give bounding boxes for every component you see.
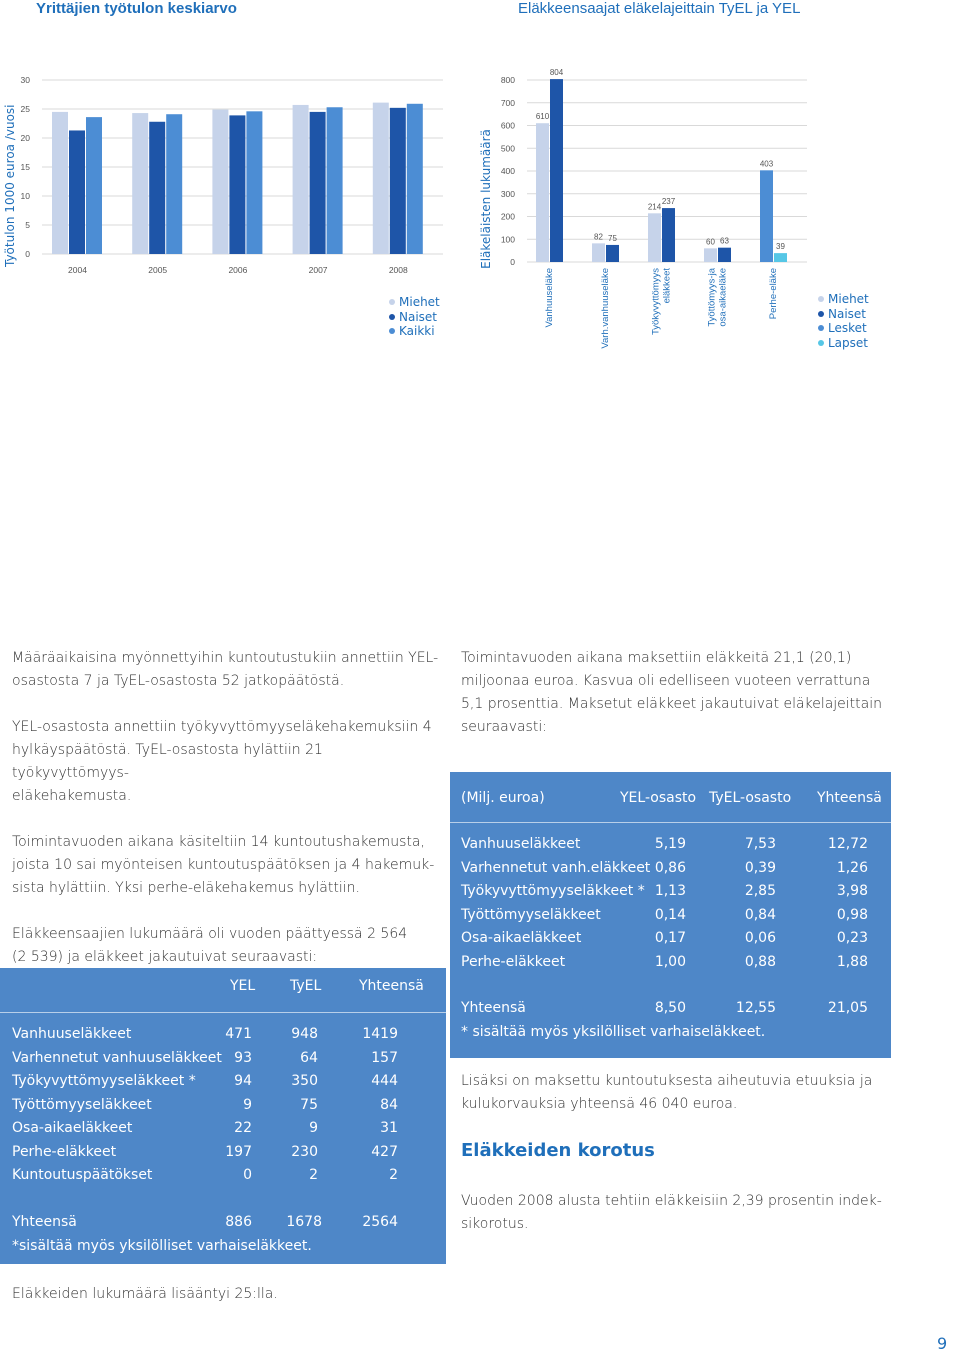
bar-naiset — [229, 115, 245, 254]
x-tick-label-line: Vanhuuseläke — [544, 268, 555, 328]
legend-swatch — [389, 328, 395, 334]
table-header: Yhteensä — [817, 790, 882, 806]
total-sum: 21,05 — [827, 1000, 868, 1016]
y-tick-label: 400 — [500, 166, 515, 176]
row-tyel: 0,39 — [744, 859, 776, 876]
x-tick-label-line: Työkyvyttömyys — [650, 268, 662, 336]
right-chart-ylabel: Eläkeläisten lukumäärä — [479, 129, 493, 269]
row-tyel: 230 — [291, 1143, 318, 1160]
x-tick-label-line: Perhe-eläke — [768, 268, 779, 320]
table-note: *sisältää myös yksilölliset varhaiseläkkeet. — [12, 1238, 312, 1254]
income-bar-chart — [18, 68, 448, 288]
row-label: Työttömyyseläkkeet — [461, 906, 601, 923]
row-sum: 3,98 — [836, 883, 868, 899]
data-label: 39 — [776, 242, 785, 252]
bar-miehet — [704, 248, 717, 262]
x-tick-label — [651, 268, 673, 335]
bar-lesket — [760, 170, 773, 262]
row-sum: 157 — [371, 1049, 398, 1066]
legend-item-miehet: Miehet — [818, 292, 869, 307]
row-tyel: 7,53 — [744, 836, 776, 852]
row-label: Osa-aikaeläkkeet — [12, 1120, 133, 1136]
bar-lapset — [774, 253, 787, 262]
legend-item-miehet: Miehet — [389, 295, 440, 310]
legend-item-lesket: Lesket — [818, 321, 869, 336]
row-yel: 1,00 — [654, 953, 686, 970]
row-sum: 31 — [380, 1120, 398, 1136]
y-tick-label: 30 — [20, 75, 30, 85]
data-label: 214 — [647, 202, 662, 212]
row-sum: 1,88 — [836, 953, 868, 970]
total-tyel: 12,55 — [735, 1000, 776, 1016]
y-tick-label: 500 — [500, 143, 515, 154]
row-tyel: 0,06 — [744, 930, 776, 946]
total-sum: 2564 — [362, 1214, 398, 1230]
y-tick-label: 700 — [500, 97, 515, 108]
table-header: YEL-osasto — [620, 790, 697, 806]
y-tick-label: 300 — [500, 188, 515, 199]
row-sum: 427 — [371, 1143, 398, 1160]
bar-naiset — [390, 108, 406, 254]
total-label: Yhteensä — [461, 1000, 526, 1016]
row-yel: 471 — [225, 1026, 252, 1042]
data-label: 82 — [594, 232, 603, 242]
row-tyel: 2,85 — [744, 883, 776, 899]
bar-naiset — [718, 248, 731, 262]
row-tyel: 75 — [300, 1096, 318, 1113]
legend-item-naiset: Naiset — [389, 310, 440, 325]
row-yel: 9 — [243, 1096, 252, 1113]
footer-text: Eläkkeiden lukumäärä lisääntyi 25:lla. — [12, 1286, 278, 1302]
total-yel: 886 — [225, 1214, 252, 1230]
row-yel: 197 — [225, 1143, 252, 1160]
left-chart-title: Yrittäjien työtulon keskiarvo — [36, 0, 237, 17]
bar-miehet — [293, 105, 309, 254]
row-yel: 0,14 — [654, 906, 686, 923]
x-tick-label: 2004 — [68, 265, 87, 275]
data-label: 237 — [661, 197, 676, 207]
y-tick-label: 100 — [500, 234, 515, 245]
table-header: TyEL — [290, 978, 322, 994]
bar-naiset — [69, 130, 85, 254]
x-tick-label-line: Varh.vanhuuseläke — [600, 268, 611, 349]
row-tyel: 948 — [291, 1026, 318, 1042]
y-tick-label: 25 — [20, 104, 30, 114]
row-yel: 1,13 — [654, 883, 686, 899]
pensioners-bar-chart — [495, 68, 815, 358]
bar-kaikki — [86, 117, 102, 254]
y-tick-label: 20 — [20, 133, 30, 143]
data-label: 60 — [706, 237, 715, 247]
row-yel: 94 — [234, 1073, 252, 1089]
x-tick-label — [768, 268, 779, 319]
section-heading: Eläkkeiden korotus — [461, 1140, 655, 1161]
row-sum: 2 — [389, 1167, 398, 1183]
row-label: Työkyvyttömyyseläkkeet * — [461, 883, 645, 899]
header-divider — [0, 1012, 446, 1013]
y-tick-label: 800 — [500, 75, 515, 85]
table-note: * sisältää myös yksilölliset varhaiseläkkeet. — [461, 1024, 766, 1040]
bar-miehet — [212, 110, 228, 254]
row-yel: 93 — [234, 1049, 252, 1066]
row-label: Perhe-eläkkeet — [461, 953, 566, 970]
left-text-column — [12, 647, 442, 969]
y-tick-label: 10 — [20, 191, 30, 201]
y-tick-label: 600 — [500, 120, 515, 131]
row-yel: 5,19 — [654, 836, 686, 852]
table-header: TyEL-osasto — [709, 790, 792, 806]
pensioners-table — [0, 968, 446, 1264]
row-yel: 0,17 — [654, 930, 686, 946]
bar-naiset — [149, 122, 165, 254]
right-closing-text: Vuoden 2008 alusta tehtiin eläkkeisiin 2,39 prosentin indek- sikorotus. — [461, 1193, 882, 1232]
data-label: 804 — [549, 68, 564, 78]
row-sum: 0,23 — [836, 930, 868, 946]
legend-swatch — [818, 340, 824, 346]
x-tick-label — [600, 268, 611, 349]
row-tyel: 64 — [300, 1049, 318, 1066]
row-label: Työkyvyttömyyseläkkeet * — [12, 1073, 196, 1089]
legend-swatch — [389, 299, 395, 305]
x-tick-label: 2007 — [308, 265, 328, 275]
bar-kaikki — [166, 114, 182, 254]
total-tyel: 1678 — [286, 1214, 322, 1230]
x-tick-label-line: Työttömyys-ja — [706, 268, 718, 327]
right-chart-title: Eläkkeensaajat eläkelajeittain TyEL ja YEL — [518, 0, 801, 17]
data-label: 403 — [759, 159, 774, 169]
row-sum: 0,98 — [836, 906, 868, 923]
row-label: Osa-aikaeläkkeet — [461, 930, 582, 946]
row-sum: 444 — [371, 1073, 398, 1089]
header-divider — [450, 822, 891, 823]
row-label: Varhennetut vanhuuseläkkeet — [12, 1049, 222, 1066]
bar-kaikki — [407, 104, 423, 254]
y-tick-label: 5 — [25, 220, 30, 230]
row-tyel: 2 — [309, 1167, 318, 1183]
table-header: (Milj. euroa) — [461, 790, 545, 806]
data-label: 610 — [535, 112, 550, 122]
x-tick-label — [544, 268, 555, 328]
row-tyel: 350 — [291, 1073, 318, 1089]
row-label: Varhennetut vanh.eläkkeet — [461, 859, 651, 876]
y-tick-label: 200 — [500, 211, 515, 222]
legend-item-naiset: Naiset — [818, 307, 869, 322]
paragraph: YEL-osastosta annettiin työkyvyttömyyseläkehakemuksiin 4 hylkäyspäätöstä. TyEL-osastosta hylättiin 21 työkyvyttömyys- eläkehakemusta. — [12, 719, 432, 804]
bar-miehet — [648, 213, 661, 262]
bar-naiset — [606, 245, 619, 262]
paragraph: Eläkkeensaajien lukumäärä oli vuoden päättyessä 2 564 (2 539) ja eläkkeet jakautuivat seuraavasti: — [12, 926, 408, 965]
x-tick-label-line: osa-aikaeläke — [717, 268, 729, 327]
legend-item-lapset: Lapset — [818, 336, 869, 351]
paragraph: Määräaikaisina myönnettyihin kuntoutustukiin annettiin YEL- osastosta 7 ja TyEL-osastosta 52 jatkopäätöstä. — [12, 650, 439, 689]
x-tick-label: 2006 — [228, 265, 248, 275]
payments-table — [450, 772, 891, 1058]
row-label: Vanhuuseläkkeet — [12, 1026, 132, 1042]
row-sum: 1,26 — [836, 859, 868, 876]
row-yel: 0 — [243, 1167, 252, 1183]
row-yel: 0,86 — [654, 859, 686, 876]
left-chart-legend — [389, 295, 440, 339]
page-number: 9 — [937, 1334, 948, 1353]
x-tick-label: 2008 — [388, 265, 408, 275]
row-tyel: 0,88 — [744, 953, 776, 970]
data-label: 75 — [608, 233, 617, 243]
row-yel: 22 — [234, 1120, 252, 1136]
legend-swatch — [818, 296, 824, 302]
row-label: Kuntoutuspäätökset — [12, 1167, 153, 1183]
right-after-text: Lisäksi on maksettu kuntoutuksesta aiheutuvia etuuksia ja kulukorvauksia yhteensä 46 040 euroa. — [461, 1073, 873, 1112]
y-tick-label: 15 — [20, 162, 30, 172]
y-tick-label: 0 — [510, 257, 515, 267]
total-label: Yhteensä — [12, 1214, 77, 1230]
right-chart-legend — [818, 292, 869, 350]
row-sum: 1419 — [362, 1026, 398, 1042]
row-sum: 84 — [380, 1096, 398, 1113]
total-yel: 8,50 — [654, 1000, 686, 1016]
legend-item-kaikki: Kaikki — [389, 324, 440, 339]
bar-kaikki — [327, 107, 343, 254]
row-label: Vanhuuseläkkeet — [461, 836, 581, 852]
left-chart-ylabel: Työtulon 1000 euroa /vuosi — [3, 104, 17, 267]
bar-naiset — [310, 112, 326, 254]
x-tick-label-line: eläkkeet — [661, 268, 673, 304]
legend-swatch — [818, 325, 824, 331]
bar-kaikki — [246, 111, 262, 254]
bar-miehet — [132, 113, 148, 254]
x-tick-label: 2005 — [148, 265, 168, 275]
bar-miehet — [373, 103, 389, 254]
bar-miehet — [52, 112, 68, 254]
right-intro-text: Toimintavuoden aikana maksettiin eläkkeitä 21,1 (20,1) miljoonaa euroa. Kasvua oli edelliseen vuoteen verrattuna 5,1 prosenttia. Maksetut eläkkeet jakautuivat eläkelajeittain seuraavasti: — [461, 650, 883, 735]
paragraph: Toimintavuoden aikana käsiteltiin 14 kuntoutushakemusta, joista 10 sai myönteisen kuntoutuspäätöksen ja 4 hakemuk- sista hylättiin. Yksi perhe-eläkehakemus hylättiin. — [12, 834, 435, 896]
row-tyel: 9 — [309, 1120, 318, 1136]
legend-swatch — [389, 314, 395, 320]
bar-naiset — [550, 79, 563, 262]
row-sum: 12,72 — [827, 836, 868, 852]
row-label: Perhe-eläkkeet — [12, 1143, 117, 1160]
y-tick-label: 0 — [25, 249, 30, 259]
bar-naiset — [662, 208, 675, 262]
x-tick-label — [707, 267, 729, 326]
row-tyel: 0,84 — [744, 906, 776, 923]
legend-swatch — [818, 311, 824, 317]
row-label: Työttömyyseläkkeet — [12, 1096, 152, 1113]
table-header: YEL — [230, 978, 256, 994]
bar-miehet — [536, 123, 549, 262]
bar-miehet — [592, 243, 605, 262]
table-header: Yhteensä — [359, 978, 424, 994]
data-label: 63 — [720, 236, 729, 246]
